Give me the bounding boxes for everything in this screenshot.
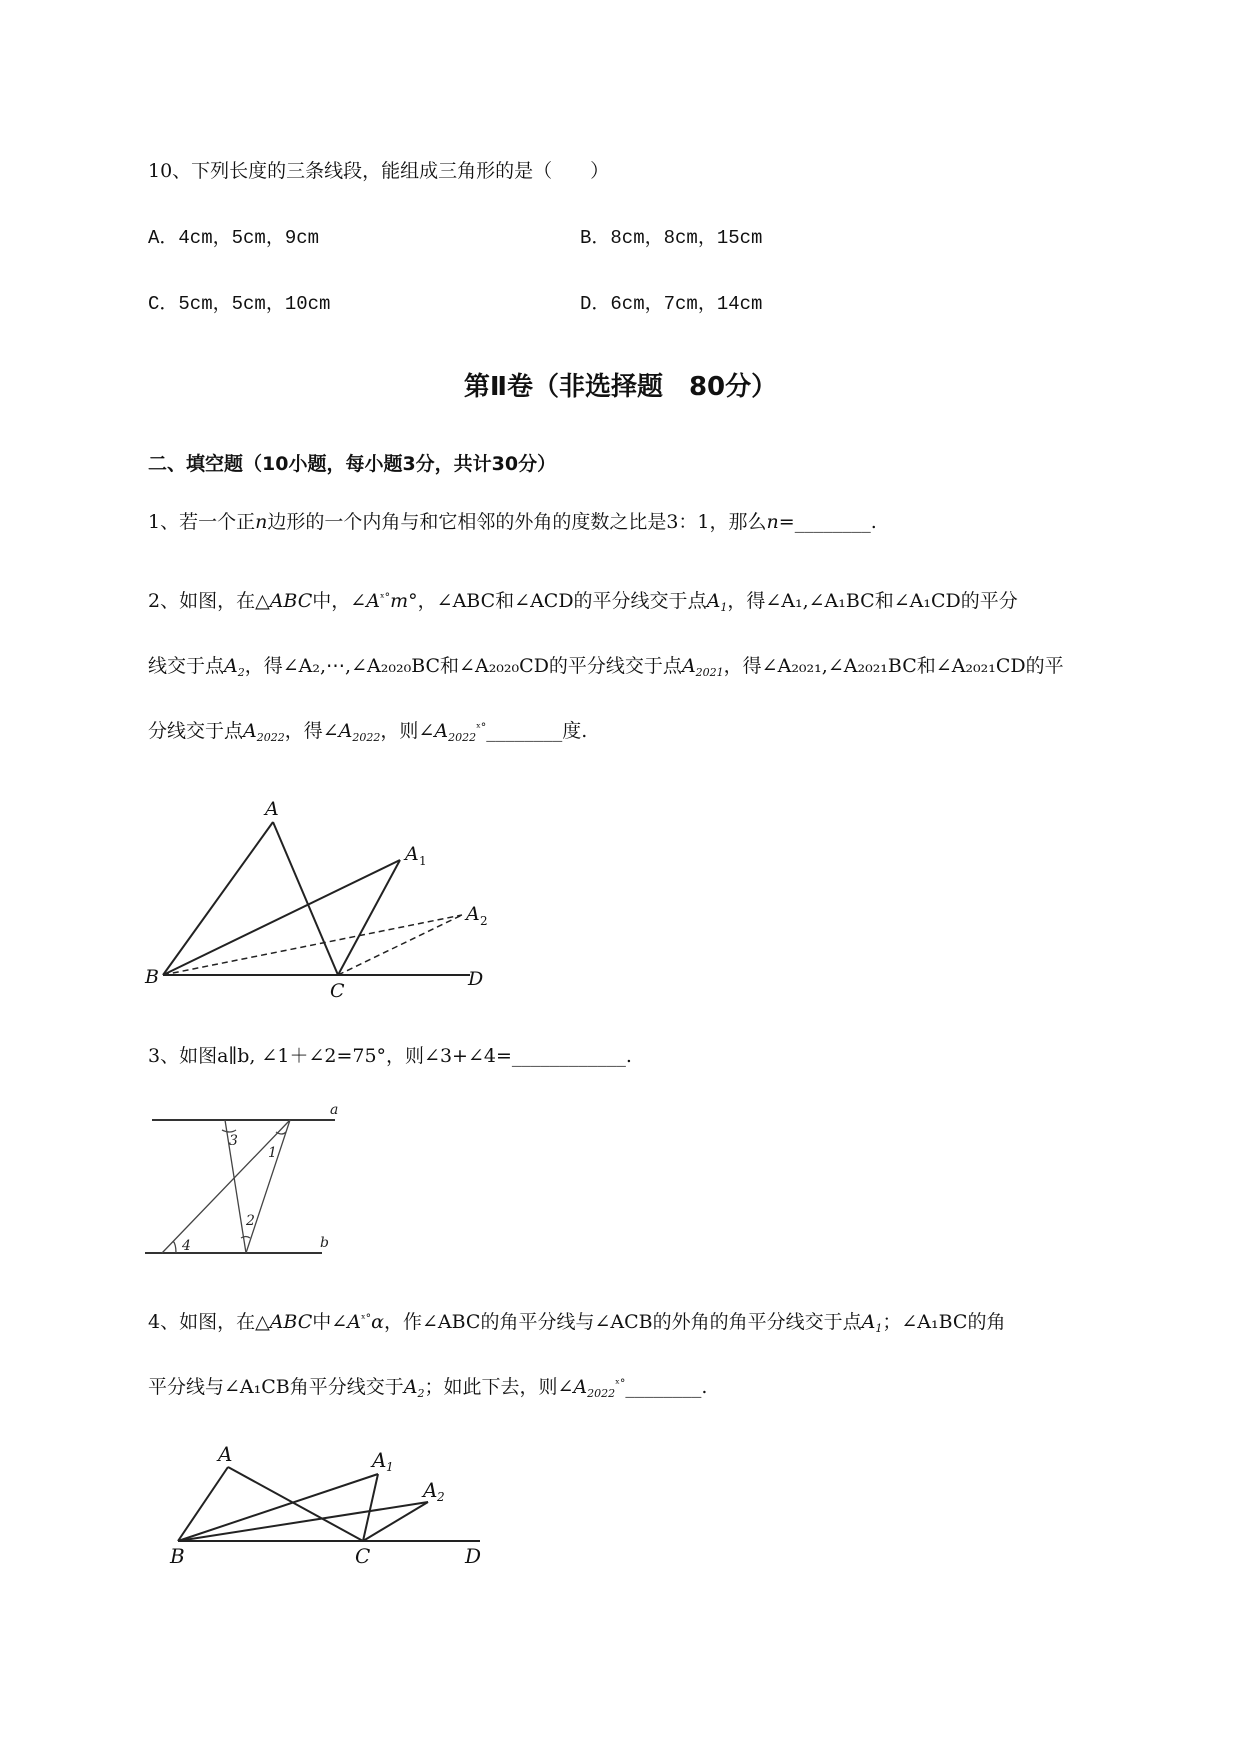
q4-label-a1-sub: 1: [386, 1460, 394, 1474]
q4-line2: 平分线与∠A₁CB角平分线交于$A_2$；如此下去，则$\angle A_{2022}^{ˣ^\circ}\_\_\_\_\_\_\_\_$.: [148, 1376, 708, 1400]
q1-text: 1、若一个正n边形的一个内角与和它相邻的外角的度数之比是3：1，那么n=________.: [148, 511, 877, 533]
q4-line1: 4、如图，在△ABC中$\angle A^{ˣ^\circ}\alpha$，作∠ABC的角平分线与∠ACB的外角的角平分线交于点$A_1$；∠A₁BC的角: [148, 1311, 1006, 1335]
q10-option-a: A．4cm，5cm，9cm: [148, 227, 320, 249]
q4-line-ba: [178, 1467, 228, 1541]
q4-label-a: A: [218, 1442, 233, 1466]
q2-label-d: D: [468, 968, 484, 990]
q3-label-4: 4: [182, 1238, 191, 1254]
q2-label-a2-sub: 2: [480, 914, 488, 928]
q3-label-b: b: [320, 1235, 329, 1251]
q4-label-b: B: [170, 1544, 185, 1568]
q4-label-c: C: [355, 1544, 371, 1568]
q3-text: 3、如图a∥b, ∠1＋∠2=75°，则∠3+∠4=____________.: [148, 1045, 632, 1067]
q4-label-a2-sub: 2: [437, 1490, 445, 1504]
q2-line3: 分线交于点$A_{2022}$，得$\angle A_{2022}$，则$\angle A_{2022}^{ˣ^\circ}\_\_\_\_\_\_\_\_$度.: [148, 720, 588, 744]
q4-label-d: D: [465, 1544, 482, 1568]
q3-label-a: a: [330, 1102, 339, 1118]
q4-line-ca1: [363, 1474, 378, 1541]
q3-label-1: 1: [268, 1145, 277, 1161]
q2-label-c: C: [330, 980, 345, 1002]
q3-label-3: 3: [229, 1133, 238, 1149]
q2-label-a2: A: [466, 903, 480, 925]
q4-label-a1: A: [372, 1448, 387, 1472]
part2-title: 第Ⅱ卷（非选择题 80分）: [463, 372, 778, 402]
q10-stem: 10、下列长度的三条线段，能组成三角形的是（ ）: [148, 160, 610, 182]
q2-line1: 2、如图，在△ABC中，$\angle A^{ˣ^\circ}m^\circ$，∠ABC和∠ACD的平分线交于点$A_1$，得∠A₁,∠A₁BC和∠A₁CD的平分: [148, 590, 1018, 614]
q2-label-a: A: [265, 798, 279, 820]
q2-line2: 线交于点$A_2$，得∠A₂,⋯,∠A₂₀₂₀BC和∠A₂₀₂₀CD的平分线交于点$A_{2021}$，得∠A₂₀₂₁,∠A₂₀₂₁BC和∠A₂₀₂₁CD的平: [148, 655, 1064, 679]
q10-option-c: C．5cm，5cm，10cm: [148, 293, 331, 315]
q10-option-b: B．8cm，8cm，15cm: [580, 227, 763, 249]
q2-label-a1: A: [405, 843, 419, 865]
q10-option-d: D．6cm，7cm，14cm: [580, 293, 763, 315]
q3-label-2: 2: [246, 1213, 255, 1229]
q4-line-ba1: [178, 1474, 378, 1541]
section-heading: 二、填空题（10小题，每小题3分，共计30分）: [148, 453, 557, 475]
q4-label-a2: A: [423, 1478, 438, 1502]
q2-label-b: B: [145, 966, 159, 988]
q2-label-a1-sub: 1: [419, 854, 427, 868]
